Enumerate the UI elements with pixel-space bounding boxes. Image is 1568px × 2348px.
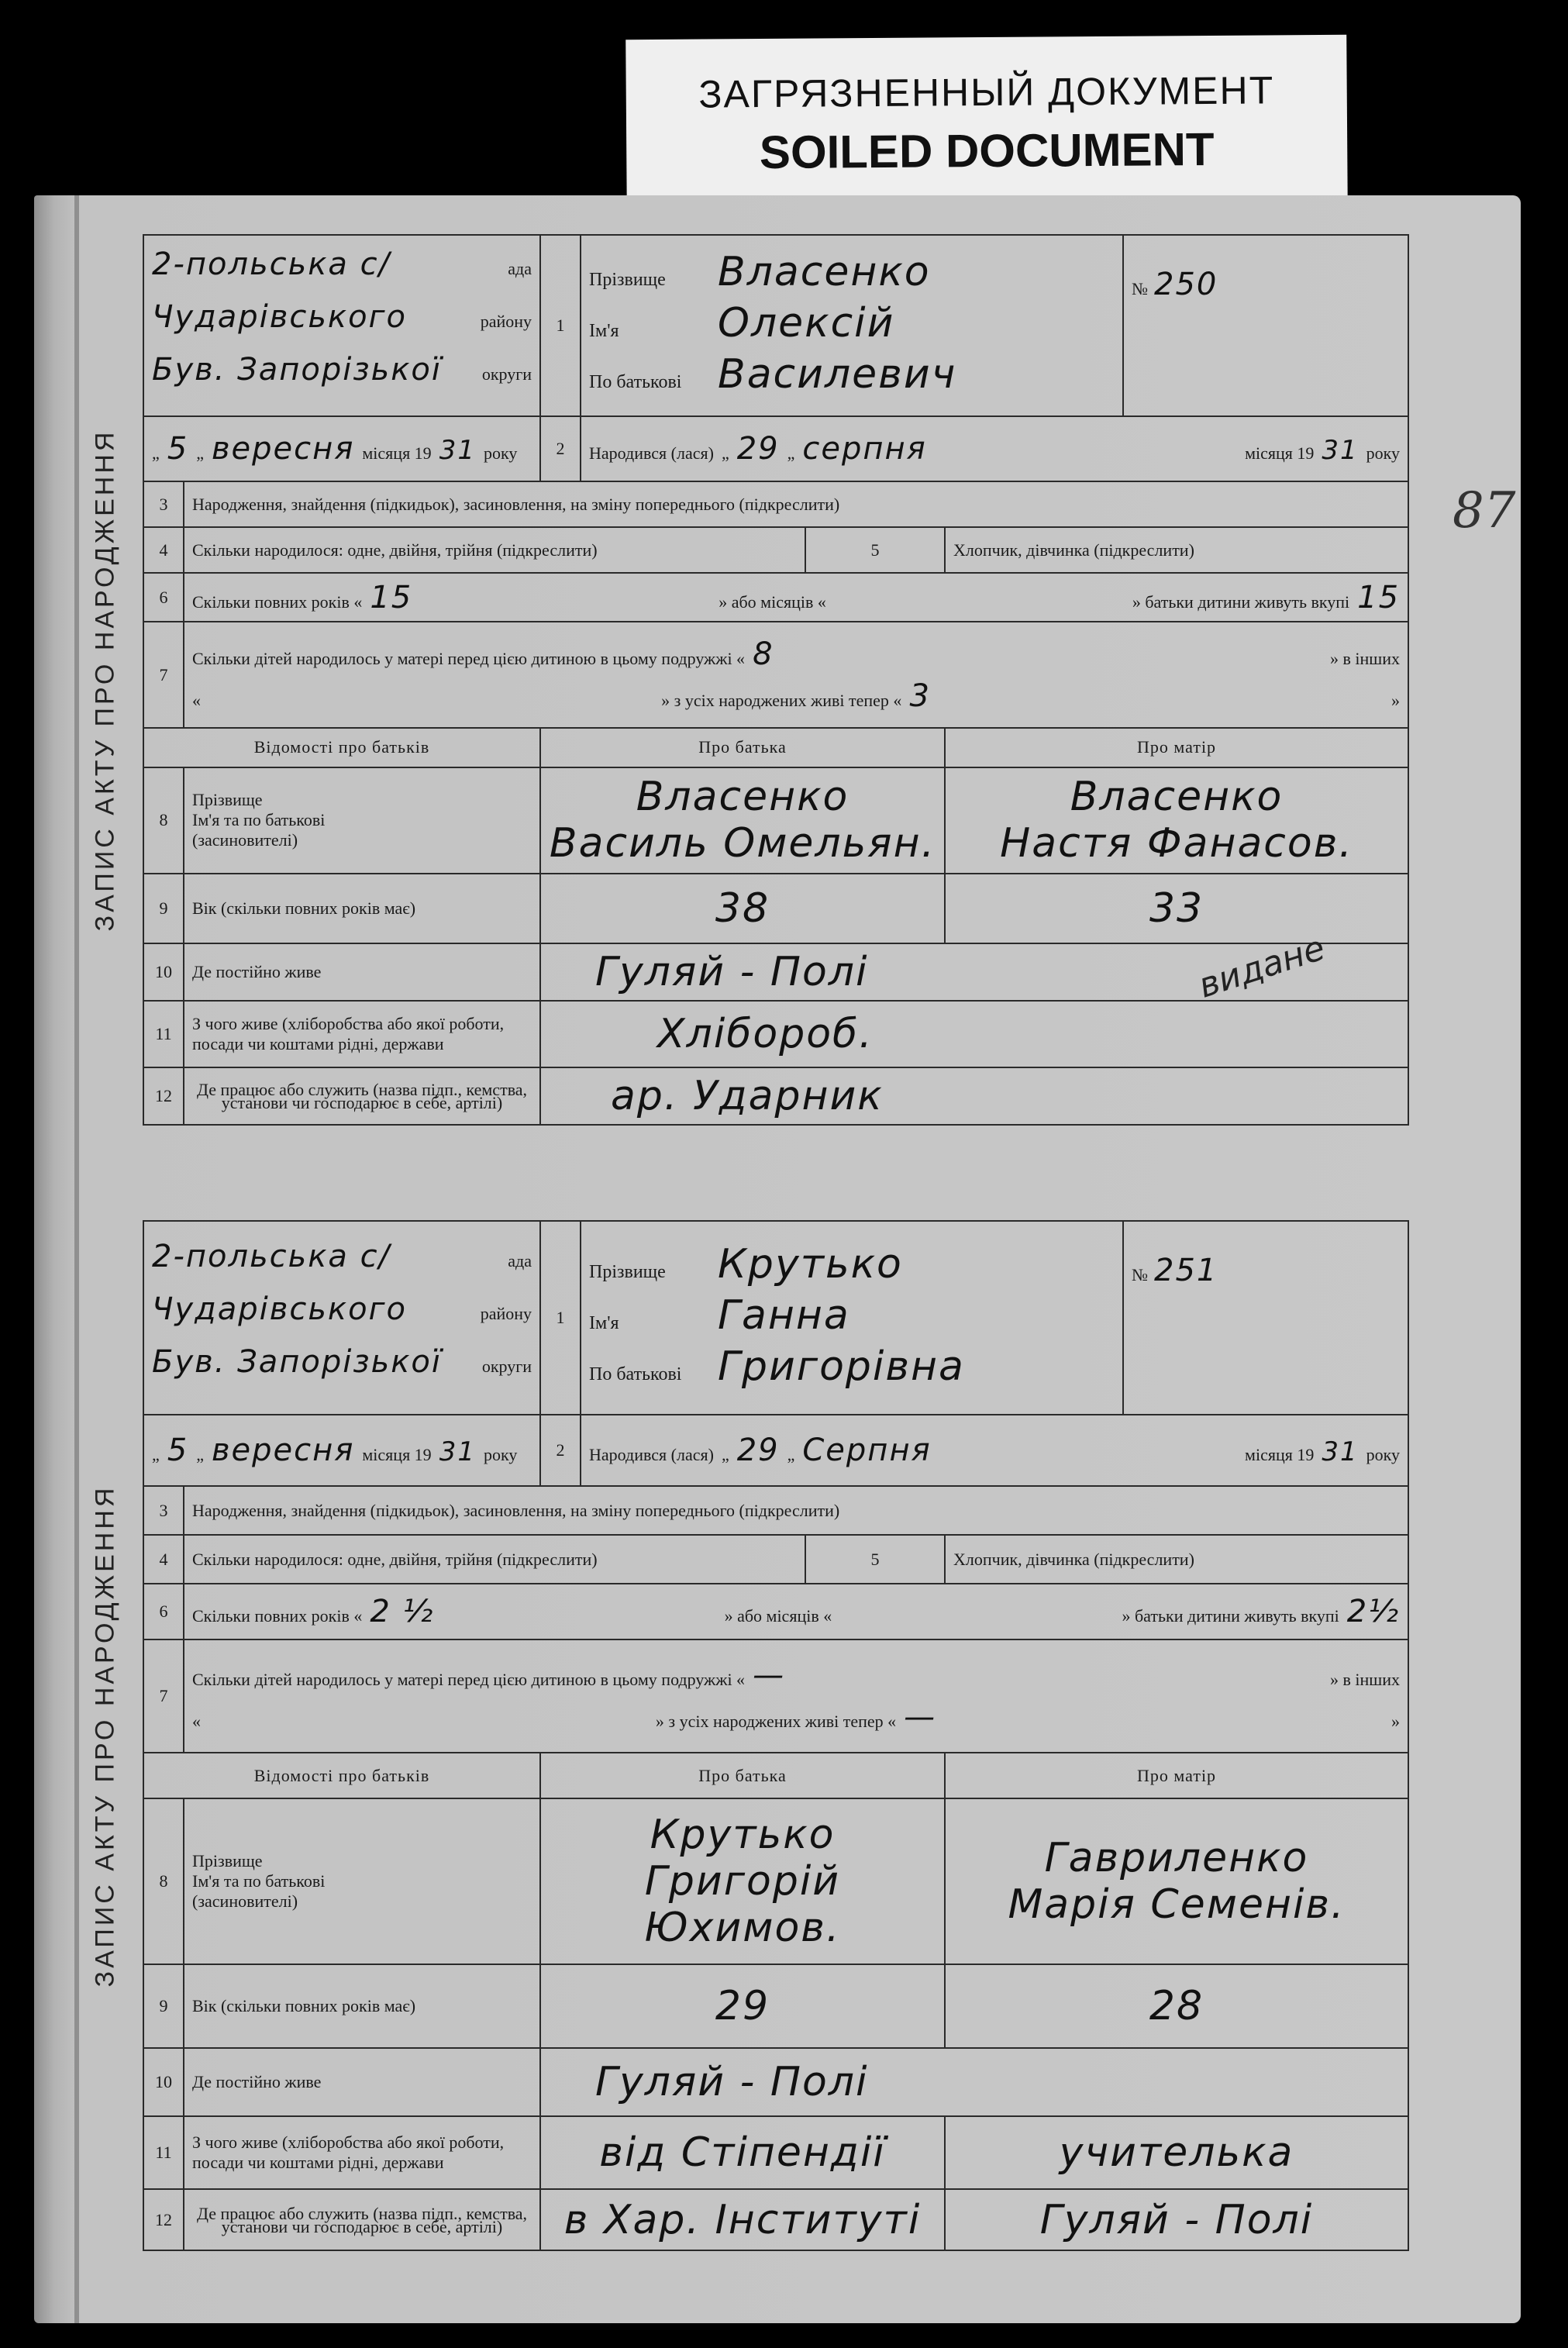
children-count: Скільки дітей народилось у матері перед цією дитиною в цьому подружжі « — » в інших « » з усіх народжених живі тепер « — »	[184, 1639, 1408, 1753]
registration-date: „ 5 „ вересня місяця 19 31 року	[143, 1415, 540, 1486]
binding-edge	[74, 195, 79, 2323]
rada-tag: ада	[508, 258, 532, 278]
livelihood-label: З чого живе (хліборобства або якої роботи, посади чи коштами рідні, держави	[184, 1001, 540, 1067]
reg-year: 31	[439, 434, 476, 466]
years-together-value: 2 ½	[370, 1594, 435, 1630]
birth-count: Скільки народилося: одне, двійня, трійня (підкреслити)	[184, 527, 805, 573]
row-number-1: 1	[540, 1221, 581, 1415]
record-number-value: 251	[1154, 1253, 1218, 1288]
father-surname: Крутько	[650, 1811, 836, 1858]
reg-month: вересня	[211, 430, 355, 467]
row-number-6: 6	[143, 1584, 184, 1639]
residence-label: Де постійно живе	[184, 943, 540, 1001]
birth-misyatsia: місяця 19	[1245, 443, 1315, 463]
mother-age: 28	[945, 1964, 1408, 2048]
okruha-tag: округи	[481, 1356, 532, 1376]
no-label: №	[1132, 279, 1149, 298]
child-names	[581, 1221, 1123, 1415]
birth-month: Серпня	[802, 1432, 932, 1468]
patronymic-value: Григорівна	[718, 1343, 965, 1390]
row-number-8: 8	[143, 1798, 184, 1964]
reg-day: 5	[167, 1432, 189, 1468]
row-number-2: 2	[540, 1415, 581, 1486]
surname-label: Прізвище	[589, 1261, 666, 1282]
residence-value: Гуляй - Полі	[540, 943, 1408, 1001]
okruha-tag: округи	[481, 364, 532, 384]
workplace-value: ар. Ударник	[540, 1067, 1408, 1125]
register-page	[34, 195, 1521, 2323]
livelihood-label: З чого живе (хліборобства або якої роботи, посади чи коштами рідні, держави	[184, 2116, 540, 2190]
birth-day: 29	[736, 430, 780, 467]
father-workplace: в Хар. Інституті	[540, 2189, 945, 2250]
mother-name: Настя Фанасов.	[1000, 820, 1353, 867]
birth-month: серпня	[802, 430, 927, 467]
mother-surname: Власенко	[1070, 774, 1284, 821]
okruha-value: Був. Запорізької	[152, 1343, 442, 1380]
row-number-4: 4	[143, 527, 184, 573]
birth-count: Скільки народилося: одне, двійня, трійня (підкреслити)	[184, 1535, 805, 1584]
surname-label: Прізвище	[589, 269, 666, 290]
age-label: Вік (скільки повних років має)	[184, 874, 540, 944]
patronymic-value: Василевич	[718, 350, 957, 398]
row-number-9: 9	[143, 1964, 184, 2048]
birth-record-2	[90, 1220, 1408, 2251]
birth-type: Народження, знайдення (підкидьок), засиновлення, на зміну попереднього (підкреслити)	[184, 481, 1408, 527]
record-number	[1123, 1221, 1408, 1415]
registration-place	[143, 235, 540, 416]
row-number-2: 2	[540, 416, 581, 481]
surname-value: Крутько	[718, 1240, 903, 1288]
years-together: Скільки повних років « 15 » або місяців « » батьки дитини живуть вкупі 15	[184, 573, 1408, 622]
rada-value: 2-польська с/	[152, 1238, 391, 1274]
parent-names-label: Прізвище Ім'я та по батькові (засиновителі)	[184, 767, 540, 874]
row-number-12: 12	[143, 2189, 184, 2250]
child-sex: Хлопчик, дівчинка (підкреслити)	[945, 1535, 1408, 1584]
patronymic-label: По батькові	[589, 1364, 682, 1384]
livelihood-value: Хлібороб.	[540, 1001, 1408, 1067]
row-number-9: 9	[143, 874, 184, 944]
surname-value: Власенко	[718, 248, 931, 295]
father-names	[540, 767, 945, 874]
row-number-3: 3	[143, 1486, 184, 1535]
record-table	[143, 1220, 1409, 2251]
registration-date: „ 5 „ вересня місяця 19 31 року	[143, 416, 540, 481]
years-together-value: 15	[370, 579, 413, 615]
children-count: Скільки дітей народилось у матері перед цією дитиною в цьому подружжі « 8 » в інших « » з усіх народжених живі тепер « 3 »	[184, 622, 1408, 728]
children-alive-value: —	[904, 1699, 937, 1736]
father-livelihood: від Стіпендії	[540, 2116, 945, 2190]
workplace-label: Де працює або служить (назва підп., кемства, установи чи господарює в себе, артілі)	[184, 2189, 540, 2250]
birth-record-1	[90, 234, 1408, 1126]
reg-roku: року	[483, 443, 518, 463]
row-number-5: 5	[805, 527, 945, 573]
reg-roku: року	[483, 1444, 518, 1464]
margin-note: видане	[1194, 928, 1330, 1006]
record-number-value: 250	[1154, 267, 1218, 302]
birth-roku: року	[1366, 443, 1401, 463]
child-sex: Хлопчик, дівчинка (підкреслити)	[945, 527, 1408, 573]
children-before-value: —	[753, 1657, 786, 1694]
row-number-11: 11	[143, 2116, 184, 2190]
father-name: Василь Омельян.	[549, 820, 936, 867]
birth-date: Народився (лася) „ 29 „ Серпня місяця 19 31 року	[581, 1415, 1408, 1486]
side-title: ЗАПИС АКТУ ПРО НАРОДЖЕННЯ	[90, 1484, 120, 1987]
label-russian: ЗАГРЯЗНЕННЫЙ ДОКУМЕНТ	[698, 67, 1275, 116]
birth-misyatsia: місяця 19	[1245, 1444, 1315, 1464]
years-total-value: 2½	[1346, 1594, 1401, 1630]
okruha-value: Був. Запорізької	[152, 351, 442, 388]
father-age: 38	[540, 874, 945, 944]
father-header: Про батька	[540, 728, 945, 767]
row-number-7: 7	[143, 622, 184, 728]
registration-place	[143, 1221, 540, 1415]
father-names	[540, 1798, 945, 1964]
side-title: ЗАПИС АКТУ ПРО НАРОДЖЕННЯ	[90, 429, 120, 931]
raion-tag: району	[480, 311, 532, 331]
residence-value: Гуляй - Полі	[540, 2048, 1408, 2116]
residence-label: Де постійно живе	[184, 2048, 540, 2116]
reg-year: 31	[439, 1436, 476, 1467]
reg-day: 5	[167, 430, 189, 467]
age-label: Вік (скільки повних років має)	[184, 1964, 540, 2048]
years-together: Скільки повних років « 2 ½ » або місяців « » батьки дитини живуть вкупі 2½	[184, 1584, 1408, 1639]
name-label: Ім'я	[589, 1312, 619, 1333]
parents-header: Відомості про батьків	[143, 1753, 540, 1798]
row-number-5: 5	[805, 1535, 945, 1584]
father-age: 29	[540, 1964, 945, 2048]
page-margin-number: 87	[1453, 482, 1516, 540]
soiled-document-label	[625, 35, 1348, 212]
years-total-value: 15	[1357, 579, 1401, 615]
father-surname: Власенко	[636, 774, 849, 821]
mother-names	[945, 767, 1408, 874]
birth-roku: року	[1366, 1444, 1401, 1464]
father-name: Григорій Юхимов.	[644, 1857, 841, 1951]
child-names	[581, 235, 1123, 416]
reg-misyatsia: місяця 19	[362, 1444, 432, 1464]
rada-tag: ада	[508, 1250, 532, 1271]
mother-header: Про матір	[945, 728, 1408, 767]
rada-value: 2-польська с/	[152, 246, 391, 282]
mother-age: 33	[945, 874, 1408, 944]
raion-tag: району	[480, 1303, 532, 1323]
row-number-6: 6	[143, 573, 184, 622]
no-label: №	[1132, 1265, 1149, 1284]
born-label: Народився (лася)	[589, 1444, 714, 1464]
mother-names	[945, 1798, 1408, 1964]
row-number-12: 12	[143, 1067, 184, 1125]
row-number-11: 11	[143, 1001, 184, 1067]
reg-month: вересня	[211, 1432, 355, 1468]
mother-livelihood: учителька	[945, 2116, 1408, 2190]
mother-name: Марія Семенів.	[1008, 1881, 1346, 1928]
born-label: Народився (лася)	[589, 443, 714, 463]
parent-names-label: Прізвище Ім'я та по батькові (засиновителі)	[184, 1798, 540, 1964]
name-value: Олексій	[718, 299, 895, 347]
name-label: Ім'я	[589, 320, 619, 341]
raion-value: Чударівського	[152, 1291, 408, 1327]
reg-misyatsia: місяця 19	[362, 443, 432, 463]
father-header: Про батька	[540, 1753, 945, 1798]
label-english: SOILED DOCUMENT	[759, 122, 1215, 178]
row-number-4: 4	[143, 1535, 184, 1584]
children-before-value: 8	[753, 636, 774, 672]
row-number-7: 7	[143, 1639, 184, 1753]
birth-year: 31	[1322, 434, 1359, 466]
row-number-3: 3	[143, 481, 184, 527]
parents-header: Відомості про батьків	[143, 728, 540, 767]
row-number-10: 10	[143, 2048, 184, 2116]
children-alive-value: 3	[909, 678, 931, 714]
record-number	[1123, 235, 1408, 416]
birth-day: 29	[736, 1432, 780, 1468]
mother-header: Про матір	[945, 1753, 1408, 1798]
workplace-label: Де працює або служить (назва підп., кемства, установи чи господарює в себе, артілі)	[184, 1067, 540, 1125]
mother-workplace: Гуляй - Полі	[945, 2189, 1408, 2250]
birth-date: Народився (лася) „ 29 „ серпня місяця 19 31 року	[581, 416, 1408, 481]
birth-year: 31	[1322, 1436, 1359, 1467]
raion-value: Чударівського	[152, 298, 408, 335]
patronymic-label: По батькові	[589, 371, 682, 392]
name-value: Ганна	[718, 1291, 850, 1339]
row-number-10: 10	[143, 943, 184, 1001]
row-number-1: 1	[540, 235, 581, 416]
birth-type: Народження, знайдення (підкидьок), засиновлення, на зміну попереднього (підкреслити)	[184, 1486, 1408, 1535]
row-number-8: 8	[143, 767, 184, 874]
mother-surname: Гавриленко	[1044, 1834, 1309, 1881]
